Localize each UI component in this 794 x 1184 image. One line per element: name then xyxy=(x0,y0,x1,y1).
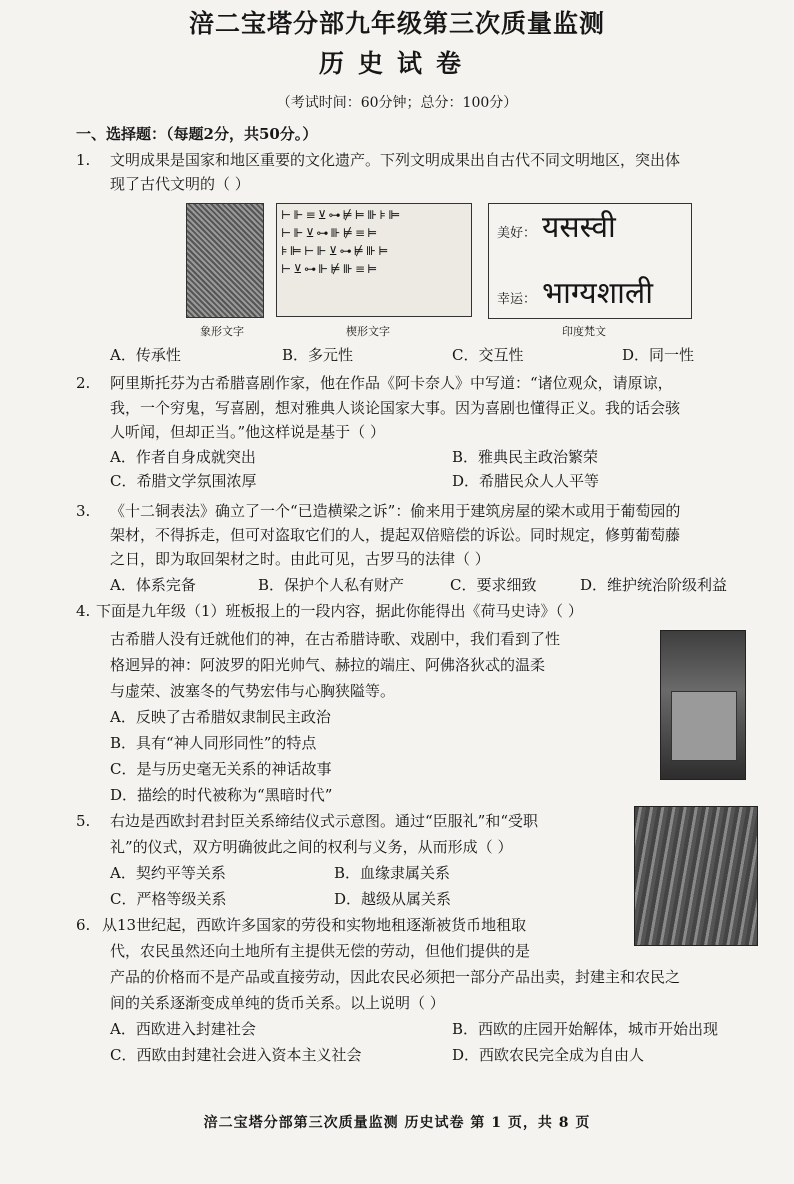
q4-passage-line1: 古希腊人没有迁就他们的神，在古希腊诗歌、戏剧中，我们看到了性 xyxy=(110,630,561,648)
q6-number: 6. xyxy=(76,916,91,934)
q3-number: 3. xyxy=(76,502,91,520)
q6-option-c: C．西欧由封建社会进入资本主义社会 xyxy=(110,1046,362,1064)
sanskrit-label-1: 美好： xyxy=(497,226,537,241)
caption-hieroglyph: 象形文字 xyxy=(200,325,244,338)
q6-stem-line3: 产品的价格而不是产品或直接劳动，因此农民必须把一部分产品出卖，封建主和农民之 xyxy=(110,968,681,986)
homage-ceremony-image xyxy=(634,806,758,946)
q6-stem-line4: 间的关系逐渐变成单纯的货币关系。以上说明（ ） xyxy=(110,994,445,1012)
q3-option-b: B．保护个人私有财产 xyxy=(258,576,405,594)
exam-subtitle: 历史试卷 xyxy=(318,49,475,78)
q4-option-d: D．描绘的时代被称为“黑暗时代” xyxy=(110,786,333,804)
q4-number: 4. xyxy=(76,602,91,620)
q5-stem-line2: 礼”的仪式，双方明确彼此之间的权利与义务，从而形成（ ） xyxy=(110,838,513,856)
q2-option-c: C．希腊文学氛围浓厚 xyxy=(110,472,257,490)
q1-option-b: B．多元性 xyxy=(282,346,354,364)
homer-epic-book-image xyxy=(660,630,746,780)
q6-option-b: B．西欧的庄园开始解体，城市开始出现 xyxy=(452,1020,719,1038)
sanskrit-word-2: भाग्यशाली xyxy=(542,276,653,311)
q5-stem-line1: 右边是西欧封君封臣关系缔结仪式示意图。通过“臣服礼”和“受职 xyxy=(110,812,539,830)
q1-option-d: D．同一性 xyxy=(622,346,695,364)
q3-option-c: C．要求细致 xyxy=(450,576,537,594)
q1-number: 1. xyxy=(76,151,91,169)
q6-stem-line2: 代，农民虽然还向土地所有主提供无偿的劳动，但他们提供的是 xyxy=(110,942,531,960)
q1-option-c: C．交互性 xyxy=(452,346,524,364)
q4-option-a: A．反映了古希腊奴隶制民主政治 xyxy=(110,708,331,726)
q1-stem-line1: 文明成果是国家和地区重要的文化遗产。下列文明成果出自古代不同文明地区，突出体 xyxy=(110,151,681,169)
q3-option-a: A．体系完备 xyxy=(110,576,196,594)
q3-option-d: D．维护统治阶级利益 xyxy=(580,576,728,594)
q5-option-b: B．血缘隶属关系 xyxy=(334,864,451,882)
q4-option-c: C．是与历史毫无关系的神话故事 xyxy=(110,760,332,778)
q2-option-a: A．作者自身成就突出 xyxy=(110,448,256,466)
q5-option-a: A．契约平等关系 xyxy=(110,864,226,882)
q4-stem-line1: 下面是九年级（1）班板报上的一段内容，据此你能得出《荷马史诗》（ ） xyxy=(96,602,583,620)
exam-title: 涪二宝塔分部九年级第三次质量监测 xyxy=(188,9,605,38)
section-heading: 一、选择题：（每题2分，共50分。） xyxy=(76,125,318,143)
q2-option-b: B．雅典民主政治繁荣 xyxy=(452,448,599,466)
q2-stem-line3: 人听闻，但却正当。”他这样说是基于（ ） xyxy=(110,423,385,441)
caption-cuneiform: 楔形文字 xyxy=(346,325,390,338)
q2-stem-line2: 我，一个穷鬼，写喜剧，想对雅典人谈论国家大事。因为喜剧也懂得正义。我的话会骇 xyxy=(110,399,681,417)
q3-stem-line2: 架材，不得拆走，但可对盗取它们的人，提起双倍赔偿的诉讼。同时规定，修剪葡萄藤 xyxy=(110,526,681,544)
sanskrit-label-2: 幸运： xyxy=(497,292,537,307)
q6-option-d: D．西欧农民完全成为自由人 xyxy=(452,1046,645,1064)
q3-stem-line1: 《十二铜表法》确立了一个“已造横梁之诉”：偷来用于建筑房屋的梁木或用于葡萄园的 xyxy=(110,502,681,520)
q4-passage-line3: 与虚荣、波塞冬的气势宏伟与心胸狭隘等。 xyxy=(110,682,396,700)
q6-option-a: A．西欧进入封建社会 xyxy=(110,1020,256,1038)
q3-stem-line3: 之日，即为取回架材之时。由此可见，古罗马的法律（ ） xyxy=(110,550,490,568)
page-footer: 涪二宝塔分部第三次质量监测 历史试卷 第 1 页，共 8 页 xyxy=(203,1115,591,1131)
q1-option-a: A．传承性 xyxy=(110,346,181,364)
caption-sanskrit: 印度梵文 xyxy=(562,325,606,338)
q4-option-b: B．具有“神人同形同性”的特点 xyxy=(110,734,317,752)
q5-option-d: D．越级从属关系 xyxy=(334,890,452,908)
hieroglyph-stone-image xyxy=(186,203,264,318)
q2-number: 2. xyxy=(76,374,91,392)
q4-passage-line2: 格迥异的神：阿波罗的阳光帅气、赫拉的端庄、阿佛洛狄忒的温柔 xyxy=(110,656,546,674)
q5-option-c: C．严格等级关系 xyxy=(110,890,227,908)
q1-stem-line2: 现了古代文明的（ ） xyxy=(110,175,250,193)
sanskrit-word-1: यसस्वी xyxy=(542,210,616,245)
q5-number: 5. xyxy=(76,812,91,830)
q2-option-d: D．希腊民众人人平等 xyxy=(452,472,600,490)
q2-stem-line1: 阿里斯托芬为古希腊喜剧作家，他在作品《阿卡奈人》中写道：“诸位观众，请原谅， xyxy=(110,374,673,392)
q6-stem-line1: 从13世纪起，西欧许多国家的劳役和实物地租逐渐被货币地租取 xyxy=(102,916,527,934)
cuneiform-tablet-image: ⊢⊩≡⊻⊶⊭⊨⊪⊧⊫ ⊢⊩⊻⊶⊪⊭≡⊨ ⊧⊫⊢⊩⊻⊶⊭⊪⊨ ⊢⊻⊶⊩⊭⊪≡⊨ xyxy=(276,203,472,317)
exam-info: （考试时间：60分钟；总分：100分） xyxy=(276,95,518,111)
